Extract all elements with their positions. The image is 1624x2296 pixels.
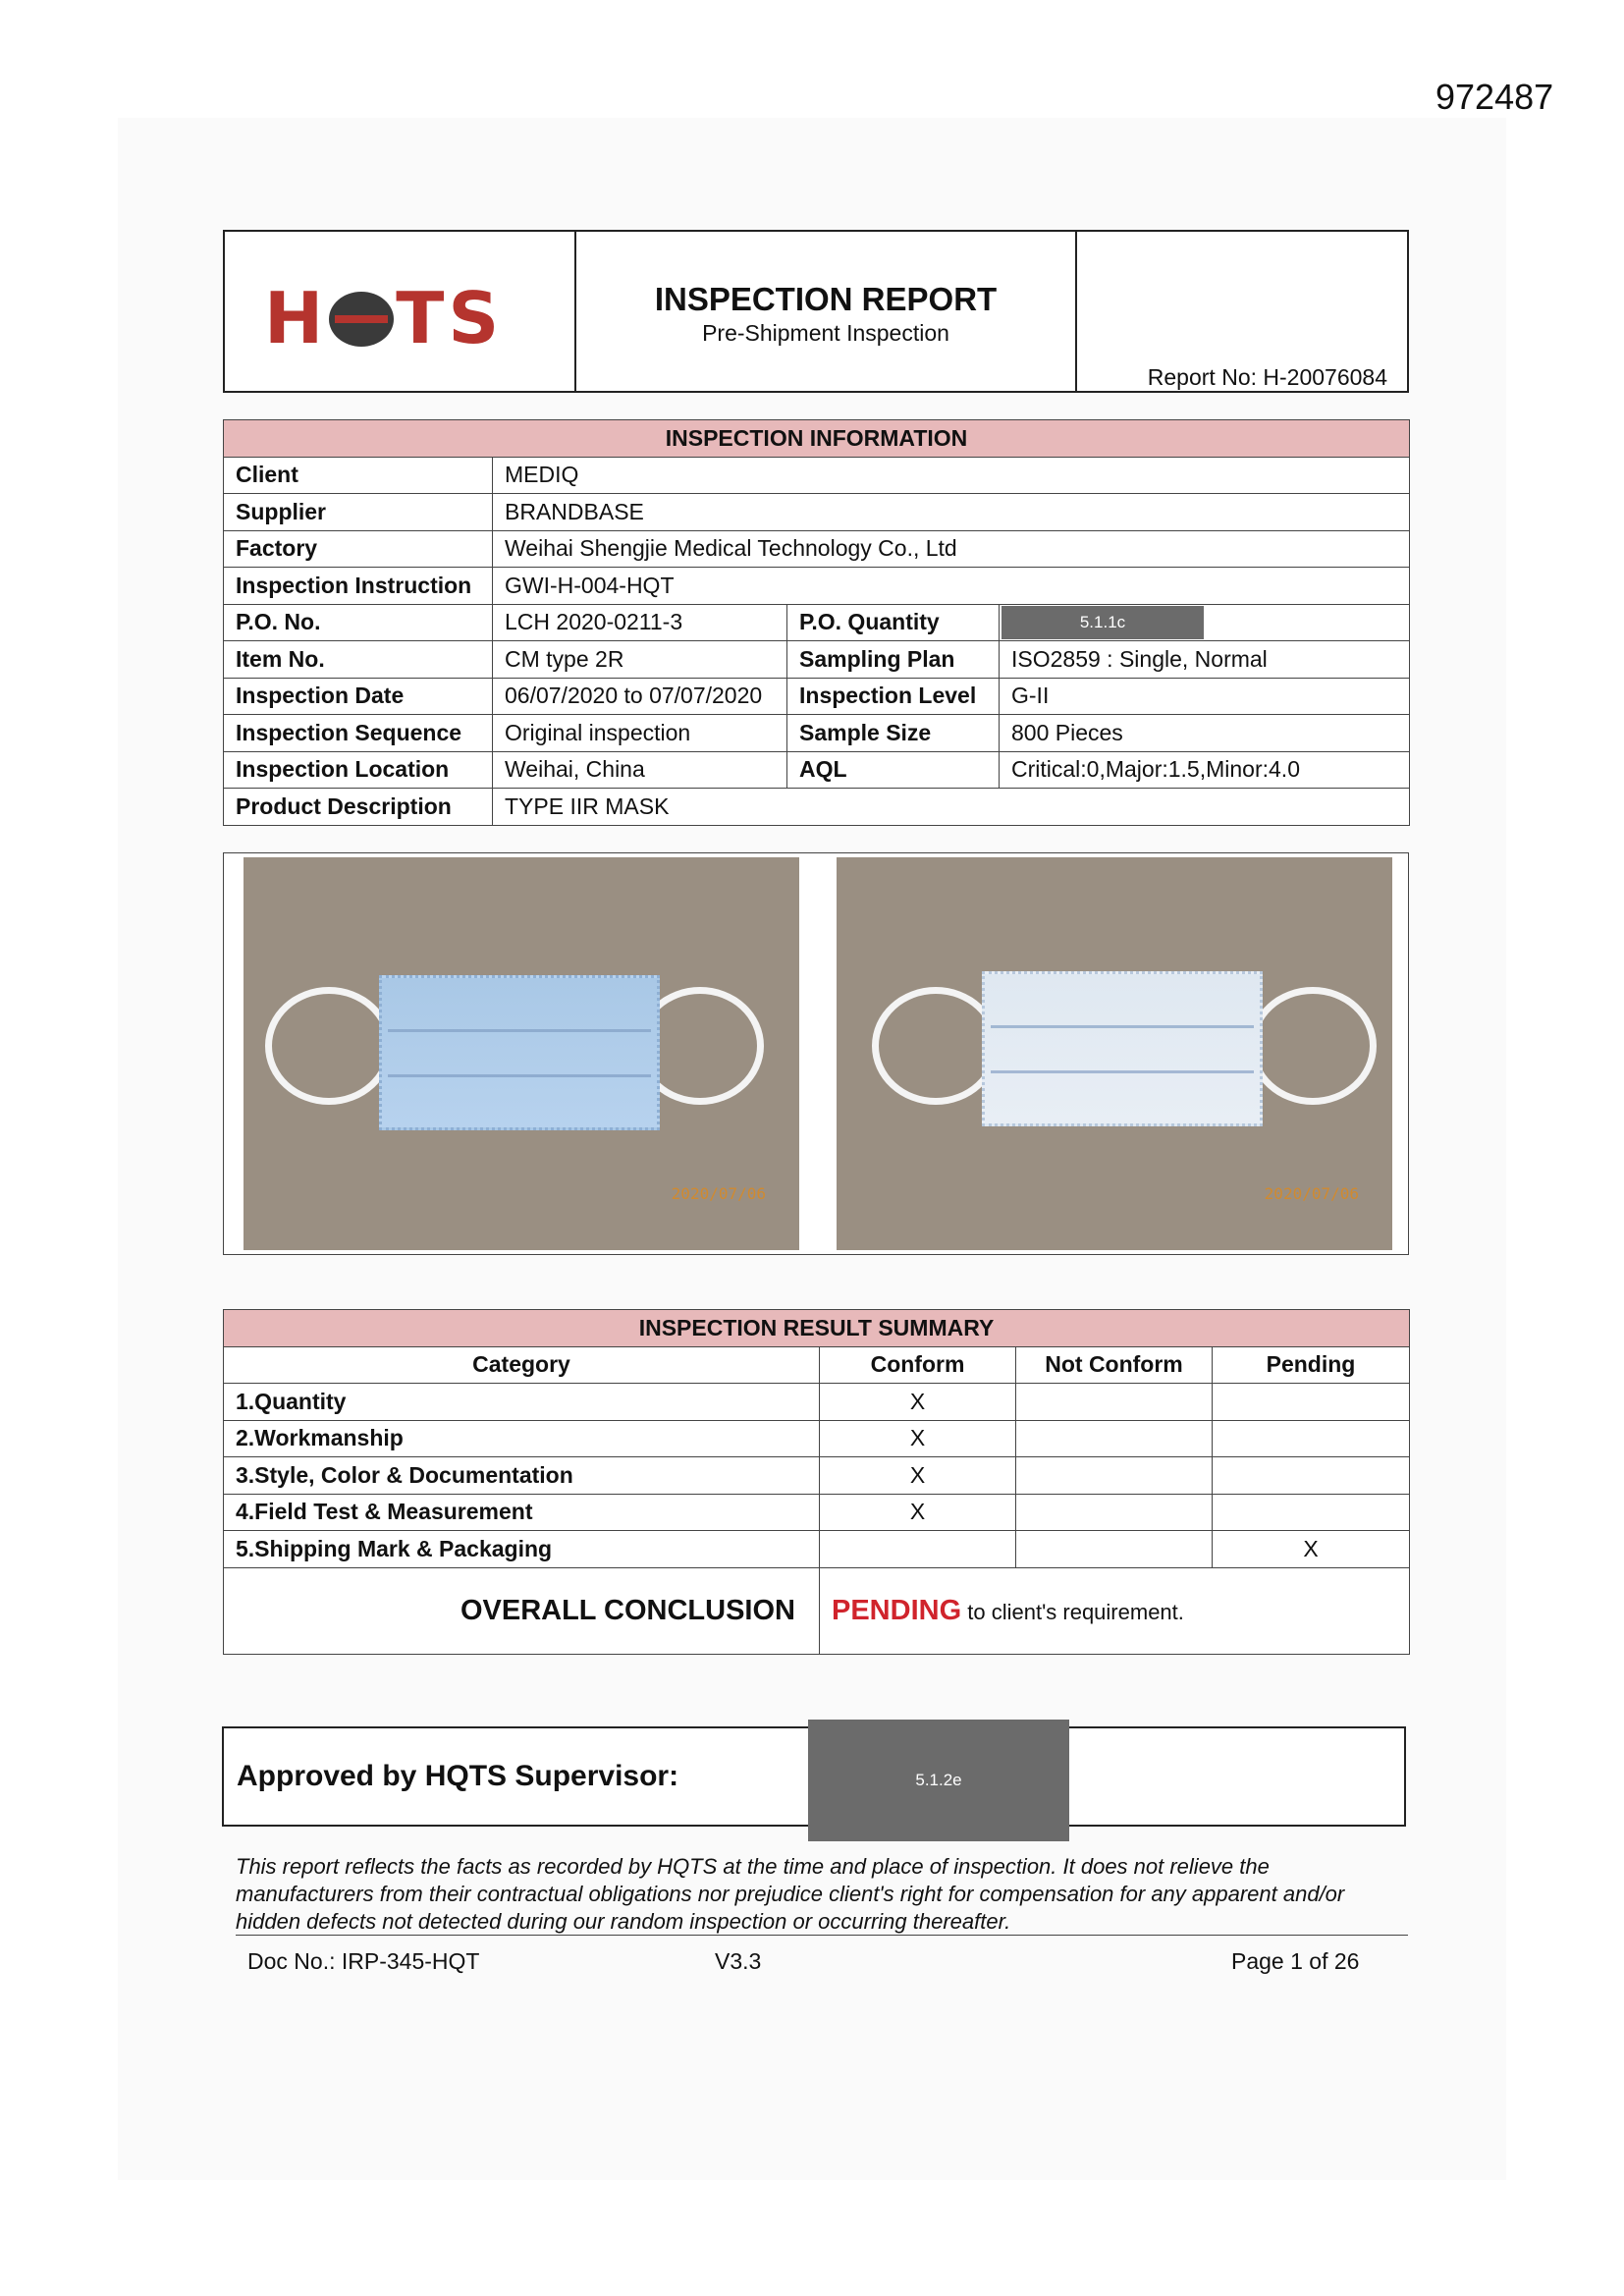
disclaimer-text: This report reflects the facts as recorded by HQTS at the time and place of inspection. It does not relieve the manufacturers from their contractual obligations nor prejudice client's right for compensation for any apparent and/or hidden defects not detected during our random inspection or occurring thereafter. [236,1854,1345,1934]
conclusion-text: to client's requirement. [961,1599,1184,1624]
table-row: P.O. No. LCH 2020-0211-3 P.O. Quantity 5.1.1c [224,604,1410,641]
title-cell [576,232,1077,391]
product-photos [223,852,1409,1255]
inspection-location-value: Weihai, China [493,751,787,789]
overall-conclusion-row [224,1567,1410,1654]
table-row: Inspection Instruction GWI-H-004-HQT [224,568,1410,605]
report-header [223,230,1409,393]
supplier-value: BRANDBASE [493,494,1410,531]
table-row: 3.Style, Color & Documentation X [224,1457,1410,1495]
po-number-value: LCH 2020-0211-3 [493,604,787,641]
document-number: 972487 [1435,77,1554,117]
inspection-level-value: G-II [1000,678,1410,715]
table-row: Product Description TYPE IIR MASK [224,789,1410,826]
report-number-cell [1077,232,1409,391]
table-row: Inspection Sequence Original inspection Sample Size 800 Pieces [224,715,1410,752]
table-row: 1.Quantity X [224,1384,1410,1421]
report-number: Report No: H-20076084 [1147,364,1387,390]
table-row: Inspection Date 06/07/2020 to 07/07/2020 Inspection Level G-II [224,678,1410,715]
summary-header-row: Category Conform Not Conform Pending [224,1346,1410,1384]
table-row: Item No. CM type 2R Sampling Plan ISO2859 : Single, Normal [224,641,1410,679]
po-quantity-redaction: 5.1.1c [1001,606,1204,639]
table-row: Factory Weihai Shengjie Medical Technology Co., Ltd [224,530,1410,568]
mask-photo-back [837,857,1392,1250]
table-row: 4.Field Test & Measurement X [224,1494,1410,1531]
result-summary-table [223,1309,1410,1655]
footer-page-number: Page 1 of 26 [1231,1948,1360,1974]
summary-heading: INSPECTION RESULT SUMMARY [224,1310,1410,1347]
item-number-value: CM type 2R [493,641,787,679]
conclusion-status: PENDING [832,1594,962,1626]
footer-version: V3.3 [715,1948,762,1974]
sample-size-value: 800 Pieces [1000,715,1410,752]
table-row: Supplier BRANDBASE [224,494,1410,531]
logo-cell [225,232,576,391]
signature-redaction: 5.1.2e [808,1720,1069,1841]
photo-date-stamp: 2020/07/06 [1264,1184,1359,1203]
factory-value: Weihai Shengjie Medical Technology Co., Ltd [493,530,1410,568]
client-value: MEDIQ [493,457,1410,494]
table-row: Inspection Location Weihai, China AQL Critical:0,Major:1.5,Minor:4.0 [224,751,1410,789]
product-description-value: TYPE IIR MASK [493,789,1410,826]
table-row: 5.Shipping Mark & Packaging X [224,1531,1410,1568]
table-row: Client MEDIQ [224,457,1410,494]
report-title: INSPECTION REPORT [654,281,998,317]
footer-doc-number: Doc No.: IRP-345-HQT [247,1948,480,1974]
inspection-sequence-value: Original inspection [493,715,787,752]
sampling-plan-value: ISO2859 : Single, Normal [1000,641,1410,679]
photo-date-stamp: 2020/07/06 [671,1184,766,1203]
inspection-date-value: 06/07/2020 to 07/07/2020 [493,678,787,715]
info-heading: INSPECTION INFORMATION [224,420,1410,458]
overall-conclusion-label: OVERALL CONCLUSION [224,1567,820,1654]
aql-value: Critical:0,Major:1.5,Minor:4.0 [1000,751,1410,789]
instruction-value: GWI-H-004-HQT [493,568,1410,605]
table-row: 2.Workmanship X [224,1420,1410,1457]
inspection-information-table [223,419,1410,826]
hqts-logo: H TS [264,277,504,359]
mask-photo-front [244,857,799,1250]
report-subtitle: Pre-Shipment Inspection [702,320,949,346]
approval-label: Approved by HQTS Supervisor: [237,1760,679,1792]
footer-divider [236,1935,1408,1936]
